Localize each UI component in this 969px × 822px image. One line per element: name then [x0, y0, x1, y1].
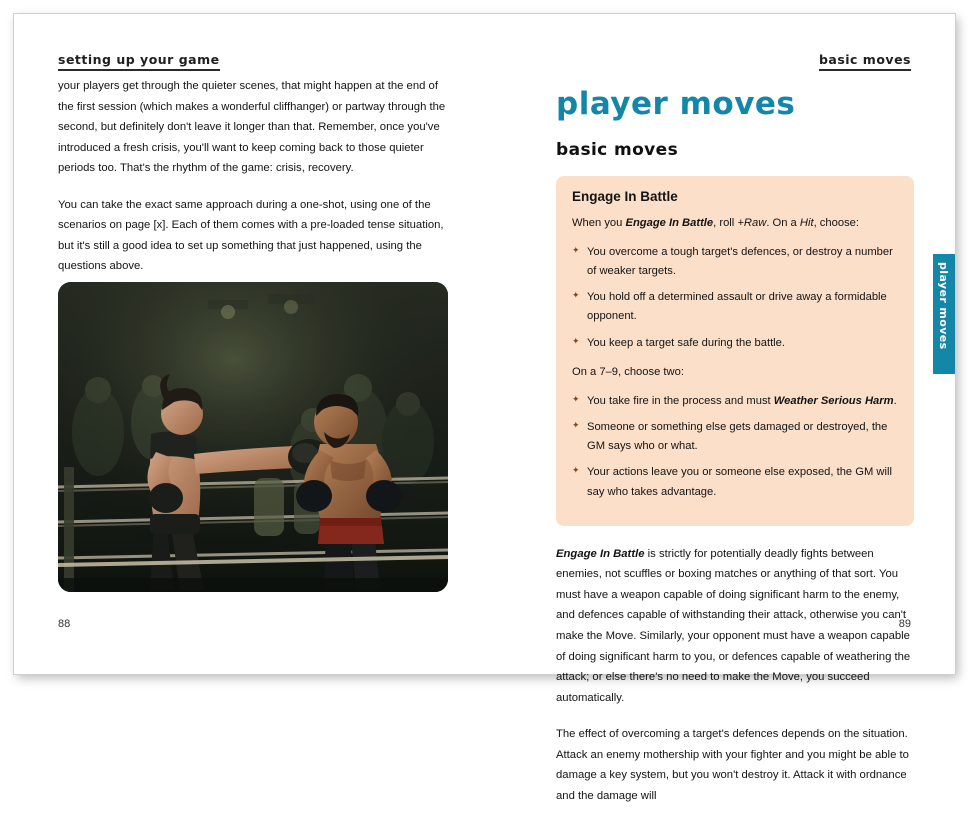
paragraph-lead-emphasis: Engage In Battle [556, 547, 645, 560]
running-head-right-label: basic moves [818, 52, 911, 67]
list-item: ✦ Someone or something else gets damaged or destroyed, the GM says who or what. [572, 418, 898, 457]
section-subtitle: basic moves [556, 140, 679, 160]
list-item [572, 392, 898, 411]
move-trigger-end: , choose: [813, 217, 859, 229]
paragraph [556, 544, 914, 708]
move-trigger-lead: When you [572, 217, 626, 229]
move-box-engage-in-battle [556, 176, 914, 526]
move-trigger-mid: , roll [713, 217, 738, 229]
list-item-text: You take fire in the process and must [587, 394, 774, 407]
book-spread [14, 14, 955, 802]
side-tab-player-moves[interactable] [933, 254, 955, 374]
list-item: ✦ You overcome a tough target's defences, or destroy a number of weaker targets. [572, 243, 898, 282]
running-head-left [58, 52, 220, 71]
seven-nine-lead: On a 7–9, choose two: [572, 365, 684, 378]
running-head-left-label: setting up your game [58, 52, 220, 67]
move-trigger-line [572, 214, 898, 234]
hit-options-list [572, 243, 898, 353]
page-title: player moves [556, 86, 796, 122]
paragraph-text: is strictly for potentially deadly fights between enemies, not scuffles or boxing matches or anything of that sort. You must have a weapon capable of doing significant harm to the enemy, and defences capable of withstanding their attack, otherwise you can't make the Move. Similarly, your opponent must have a weapon capable of doing significant harm to you, or defences capable of weathering the attack; or else there's no need to make the Move, you succeed automatically. [556, 547, 911, 704]
boxing-ring-illustration [58, 282, 448, 592]
running-head-left-rule [58, 69, 220, 71]
paragraph: your players get through the quieter scenes, that might happen at the end of the first session (which makes a wonderful cliffhanger) or partway through the second, but definitely don't leave it longer than that. Remember, once you've introduced a fresh crisis, you'll want to keep coming back to those quieter periods too. That's the rhythm of the game: crisis, recovery. [58, 80, 446, 175]
list-item-emphasis: Weather Serious Harm [773, 394, 894, 407]
move-hit-word: Hit [799, 217, 814, 229]
seven-nine-options-list [572, 392, 898, 502]
list-item: ✦ You hold off a determined assault or drive away a formidable opponent. [572, 288, 898, 327]
left-page-text-column [58, 76, 448, 293]
running-head-right-rule [819, 69, 911, 71]
paragraph: You can take the exact same approach during a one-shot, using one of the scenarios on page [x]. Each of them comes with a pre-loaded tense situation, but it's still a good idea to set up something that just happened, using the questions above. [58, 198, 444, 273]
list-item: ✦ Your actions leave you or someone else exposed, the GM will say who takes advantage. [572, 463, 898, 502]
running-head-right [819, 52, 911, 71]
page-number-right: 89 [898, 618, 911, 630]
move-title: Engage In Battle [572, 189, 678, 204]
list-item: ✦ You keep a target safe during the battle. [572, 334, 898, 353]
side-tab-label: player moves [937, 262, 950, 350]
move-stat: +Raw [737, 217, 767, 229]
move-trigger-tail: . On a [766, 217, 800, 229]
paragraph: The effect of overcoming a target's defences depends on the situation. Attack an enemy mothership with your fighter and you might be able to damage a key system, but you won't destroy it. Attack it with ordnance and the damage will [556, 728, 909, 802]
right-page-column [556, 72, 914, 822]
list-item-tail: . [893, 394, 897, 407]
move-name-emphasis: Engage In Battle [625, 217, 714, 229]
illustration-artwork [58, 282, 448, 592]
page-number-left: 88 [58, 618, 71, 630]
